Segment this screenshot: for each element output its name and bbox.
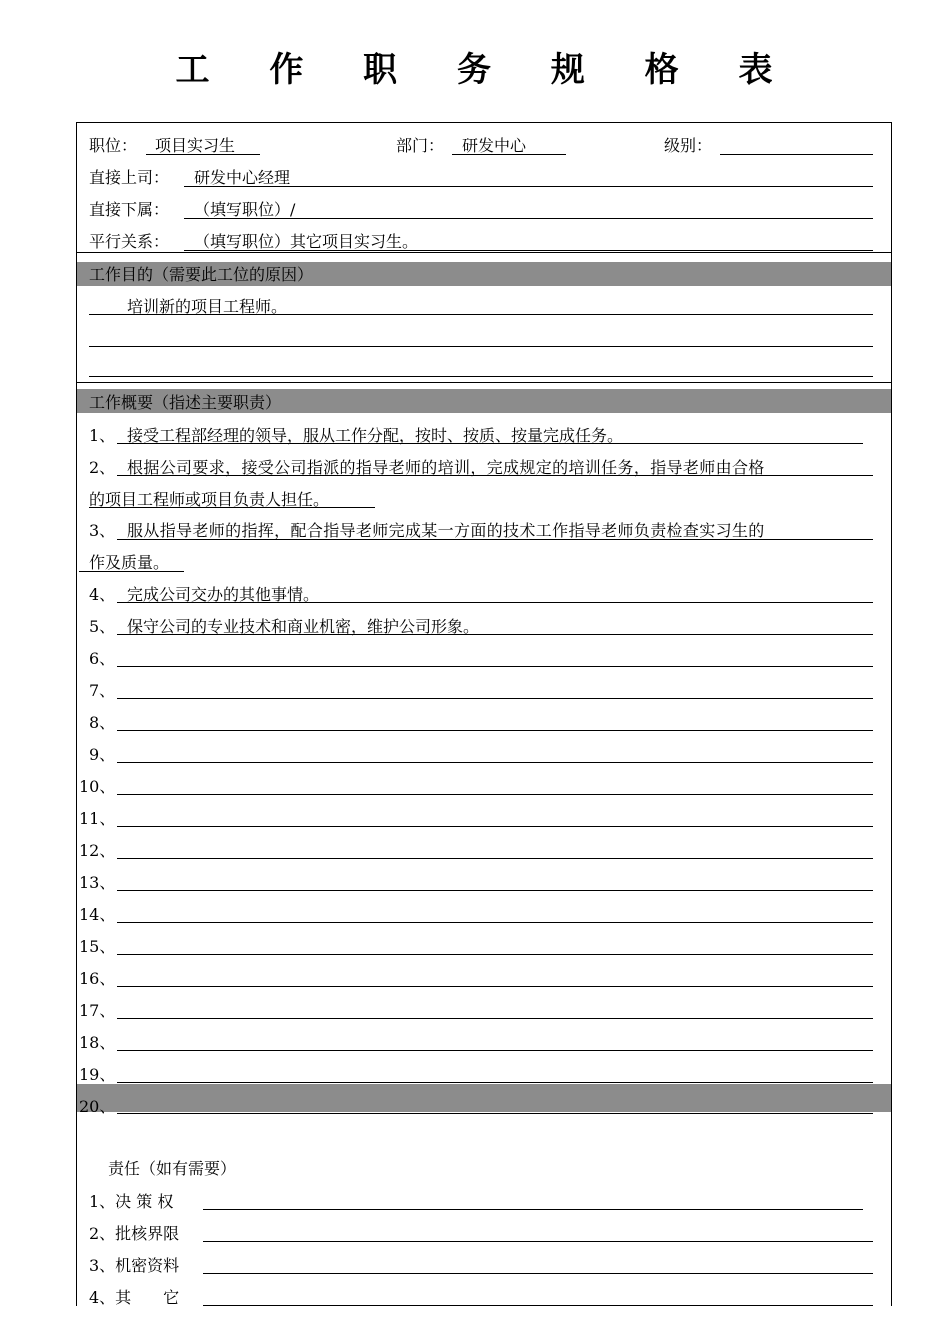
summary-item-underline [117, 858, 873, 859]
responsibility-heading: 责任（如有需要） [108, 1159, 237, 1178]
summary-item-number: 8、 [89, 713, 116, 732]
summary-item-number: 15、 [79, 937, 116, 956]
responsibility-underline [203, 1209, 863, 1210]
summary-item-number: 9、 [89, 745, 116, 764]
summary-item-underline [89, 507, 375, 508]
summary-item-number: 17、 [79, 1001, 116, 1020]
department-label: 部门： [396, 136, 445, 155]
summary-item-underline [117, 1082, 873, 1083]
page-title: 工 作 职 务 规 格 表 [175, 50, 797, 90]
summary-end-band [77, 1084, 891, 1112]
summary-item-number: 20、 [79, 1097, 116, 1116]
parallel-value[interactable]: （填写职位）其它项目实习生。 [194, 232, 419, 251]
summary-item-number: 2、 [89, 458, 116, 477]
summary-item-underline [117, 1113, 873, 1114]
summary-item-number: 1、 [89, 426, 116, 445]
superior-underline [184, 186, 873, 187]
summary-item-underline [117, 443, 863, 444]
purpose-line-3 [89, 376, 873, 377]
subordinate-label: 直接下属： [89, 200, 170, 219]
summary-item-underline [117, 794, 873, 795]
section-divider [77, 252, 891, 253]
summary-item-underline [79, 571, 184, 572]
summary-item-number: 11、 [79, 809, 116, 828]
summary-item-number: 18、 [79, 1033, 116, 1052]
section-divider [77, 382, 891, 383]
summary-item-number: 16、 [79, 969, 116, 988]
position-value[interactable]: 项目实习生 [155, 136, 236, 155]
summary-item-underline [117, 922, 873, 923]
superior-label: 直接上司： [89, 168, 170, 187]
summary-item-number: 12、 [79, 841, 116, 860]
responsibility-label: 4、其 它 [89, 1288, 180, 1307]
summary-item-text[interactable]: 保守公司的专业技术和商业机密，维护公司形象。 [127, 617, 480, 636]
summary-item-number: 7、 [89, 681, 116, 700]
summary-item-number: 19、 [79, 1065, 116, 1084]
summary-item-number: 10、 [79, 777, 116, 796]
summary-item-underline [117, 602, 873, 603]
summary-item-number: 13、 [79, 873, 116, 892]
summary-item-underline [117, 475, 873, 476]
level-underline [720, 154, 873, 155]
summary-item-text[interactable]: 根据公司要求，接受公司指派的指导老师的培训，完成规定的培训任务，指导老师由合格 [127, 458, 765, 477]
parallel-label: 平行关系： [89, 232, 170, 251]
summary-item-underline [117, 986, 873, 987]
department-underline [452, 154, 566, 155]
purpose-text[interactable]: 培训新的项目工程师。 [127, 297, 288, 316]
responsibility-label: 2、批核界限 [89, 1224, 180, 1243]
summary-item-text[interactable]: 服从指导老师的指挥，配合指导老师完成某一方面的技术工作指导老师负责检查实习生的 [127, 521, 765, 540]
position-underline [146, 154, 260, 155]
level-label: 级别： [664, 136, 713, 155]
summary-item-continuation[interactable]: 的项目工程师或项目负责人担任。 [89, 490, 330, 509]
summary-item-underline [117, 762, 873, 763]
summary-item-underline [117, 698, 873, 699]
purpose-heading: 工作目的（需要此工位的原因） [89, 265, 314, 284]
subordinate-value[interactable]: （填写职位）/ [194, 200, 296, 219]
summary-item-number: 4、 [89, 585, 116, 604]
summary-item-underline [117, 1050, 873, 1051]
summary-item-underline [117, 890, 873, 891]
summary-item-underline [117, 730, 873, 731]
summary-item-underline [117, 539, 873, 540]
parallel-underline [184, 250, 873, 251]
responsibility-underline [203, 1273, 873, 1274]
summary-heading: 工作概要（指述主要职责） [89, 393, 282, 412]
summary-item-number: 5、 [89, 617, 116, 636]
summary-item-underline [117, 826, 873, 827]
summary-item-text[interactable]: 完成公司交办的其他事情。 [127, 585, 320, 604]
purpose-line-2 [89, 346, 873, 347]
summary-item-underline [117, 1018, 873, 1019]
responsibility-label: 3、机密资料 [89, 1256, 180, 1275]
purpose-line-1 [89, 314, 873, 315]
summary-item-continuation[interactable]: 作及质量。 [89, 553, 170, 572]
superior-value[interactable]: 研发中心经理 [194, 168, 291, 187]
summary-item-number: 6、 [89, 649, 116, 668]
position-label: 职位： [89, 136, 138, 155]
responsibility-underline [203, 1241, 873, 1242]
subordinate-underline [184, 218, 873, 219]
summary-item-underline [117, 666, 873, 667]
responsibility-underline [203, 1305, 873, 1306]
summary-item-underline [117, 634, 873, 635]
summary-item-number: 3、 [89, 521, 116, 540]
responsibility-label: 1、决 策 权 [89, 1192, 174, 1211]
summary-item-underline [117, 954, 873, 955]
summary-item-number: 14、 [79, 905, 116, 924]
summary-item-text[interactable]: 接受工程部经理的领导，服从工作分配，按时、按质、按量完成任务。 [127, 426, 624, 445]
department-value[interactable]: 研发中心 [462, 136, 527, 155]
